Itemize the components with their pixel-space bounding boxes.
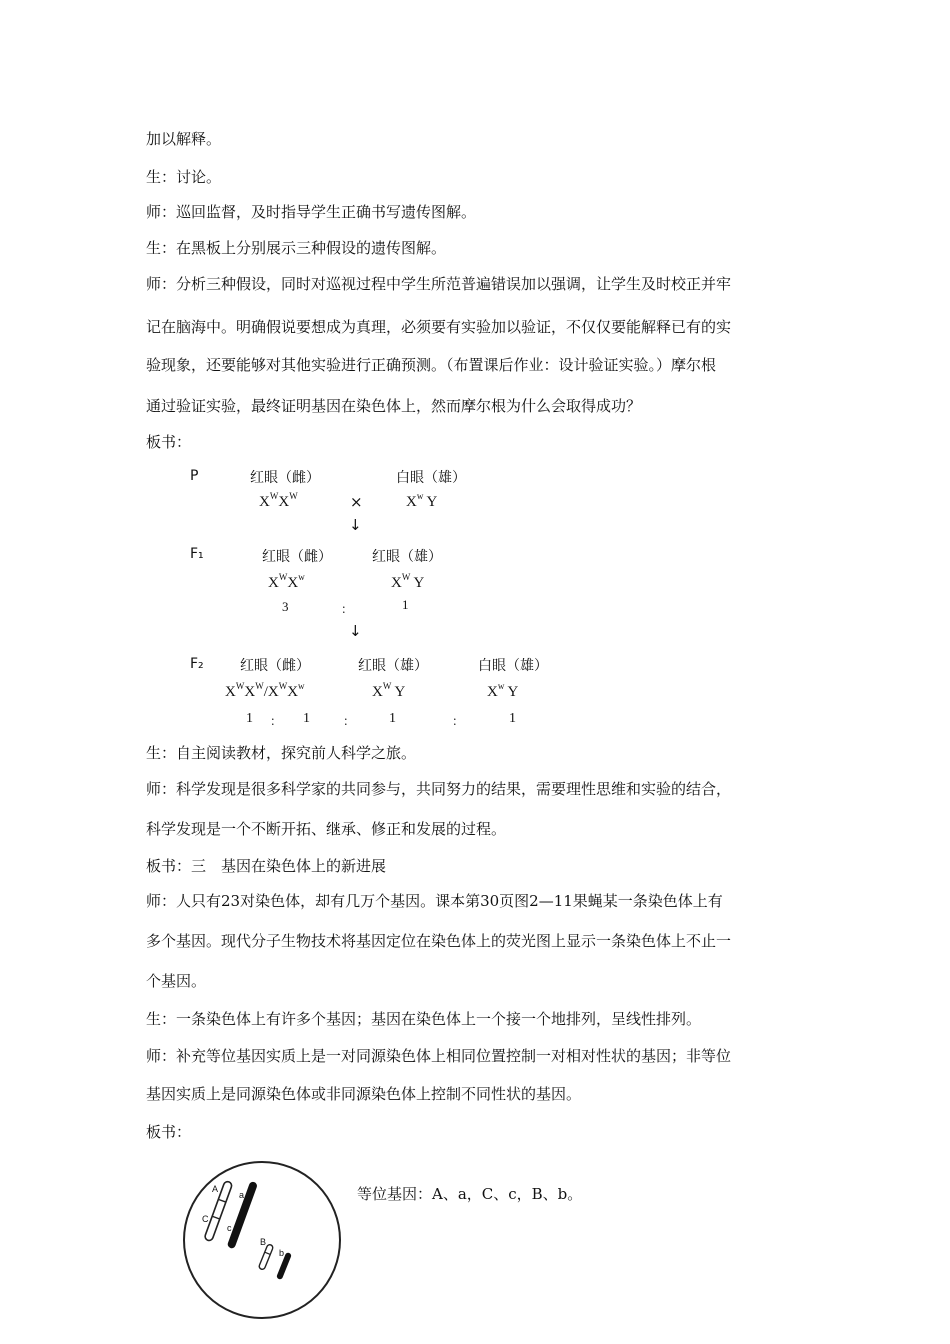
cross-p-label: P	[190, 468, 199, 484]
paragraph-12: 科学发现是一个不断开拓、继承、修正和发展的过程。	[146, 820, 507, 838]
chromosome-small-outlined	[258, 1244, 273, 1270]
allele-note: 等位基因：A、a，C、c，B、b。	[357, 1185, 583, 1203]
gene-label-B: B	[260, 1237, 267, 1247]
cross-f2-red-male: 红眼（雄）	[358, 658, 428, 674]
cross-f1-ratio-1: 1	[402, 597, 409, 612]
paragraph-6: 记在脑海中。明确假说要想成为真理，必须要有实验加以验证，不仅仅要能解释已有的实	[146, 318, 732, 336]
cross-f2-red-male-genotype: $X^W$ Y	[372, 681, 406, 700]
gene-label-A: A	[212, 1184, 219, 1194]
cross-f2-white-male-genotype: $X^w$ Y	[487, 681, 519, 700]
cross-f2-colon-a: ：	[270, 714, 283, 728]
gene-label-c: c	[227, 1223, 232, 1233]
cross-f2-ratio-a: 1	[246, 711, 253, 726]
cross-f2-ratio-b: 1	[303, 711, 310, 726]
chromosome-diagram	[182, 1160, 342, 1320]
cross-f2-female-genotype: $X^WX^W/X^WX^w$	[225, 681, 305, 700]
cross-f1-ratio-3: 3	[282, 599, 289, 614]
gene-label-a: a	[239, 1190, 245, 1200]
paragraph-19: 基因实质上是同源染色体或非同源染色体上控制不同性状的基因。	[146, 1085, 582, 1103]
paragraph-15: 多个基因。现代分子生物技术将基因定位在染色体上的荧光图上显示一条染色体上不止一	[146, 932, 732, 950]
paragraph-9: 板书：	[146, 433, 192, 451]
gene-label-b: b	[279, 1248, 285, 1258]
paragraph-10: 生：自主阅读教材，探究前人科学之旅。	[146, 744, 417, 762]
cross-arrow-2: ↓	[349, 622, 362, 640]
paragraph-14: 师：人只有23对染色体，却有几万个基因。课本第30页图2—11果蝇某一条染色体上有	[146, 892, 723, 910]
cross-f1-label: F₁	[190, 546, 204, 562]
paragraph-18: 师：补充等位基因实质上是一对同源染色体上相同位置控制一对相对性状的基因；非等位	[146, 1047, 732, 1065]
paragraph-3: 师：巡回监督，及时指导学生正确书写遗传图解。	[146, 203, 477, 221]
cross-p-female: 红眼（雌）	[250, 470, 320, 486]
cross-f1-male-genotype: $X^W$ Y	[391, 572, 425, 591]
cross-arrow-1: ↓	[349, 516, 362, 534]
cross-f2-white-male: 白眼（雄）	[478, 658, 548, 674]
cross-f1-female: 红眼（雌）	[262, 549, 332, 565]
cross-f2-female: 红眼（雌）	[240, 658, 310, 674]
cross-p-female-genotype: $X^WX^W$	[259, 491, 298, 510]
cross-f2-ratio-d: 1	[509, 711, 516, 726]
paragraph-1: 加以解释。	[146, 130, 222, 148]
cross-times: ×	[350, 493, 363, 511]
cross-f1-colon: ：	[341, 602, 354, 616]
cross-f1-male: 红眼（雄）	[372, 549, 442, 565]
paragraph-17: 生：一条染色体上有许多个基因；基因在染色体上一个接一个地排列，呈线性排列。	[146, 1010, 702, 1028]
cross-f2-colon-c: ：	[452, 714, 465, 728]
cross-f2-ratio-c: 1	[389, 711, 396, 726]
paragraph-16: 个基因。	[146, 972, 207, 990]
paragraph-8: 通过验证实验，最终证明基因在染色体上，然而摩尔根为什么会取得成功？	[146, 397, 642, 415]
cross-f2-label: F₂	[190, 656, 204, 672]
paragraph-11: 师：科学发现是很多科学家的共同参与，共同努力的结果，需要理性思维和实验的结合，	[146, 780, 732, 798]
gene-label-C: C	[202, 1214, 209, 1224]
paragraph-4: 生：在黑板上分别展示三种假设的遗传图解。	[146, 239, 447, 257]
paragraph-20: 板书：	[146, 1123, 192, 1141]
cross-p-male-genotype: $X^w$ Y	[406, 491, 438, 510]
paragraph-2: 生：讨论。	[146, 168, 222, 186]
paragraph-13: 板书：三 基因在染色体上的新进展	[146, 857, 387, 875]
cross-f1-female-genotype: $X^WX^w$	[268, 572, 305, 591]
cross-f2-colon-b: ：	[343, 714, 356, 728]
paragraph-7: 验现象，还要能够对其他实验进行正确预测。（布置课后作业：设计验证实验。）摩尔根	[146, 356, 717, 374]
cross-p-male: 白眼（雄）	[396, 470, 466, 486]
paragraph-5: 师：分析三种假设，同时对巡视过程中学生所范普遍错误加以强调，让学生及时校正并牢	[146, 275, 732, 293]
